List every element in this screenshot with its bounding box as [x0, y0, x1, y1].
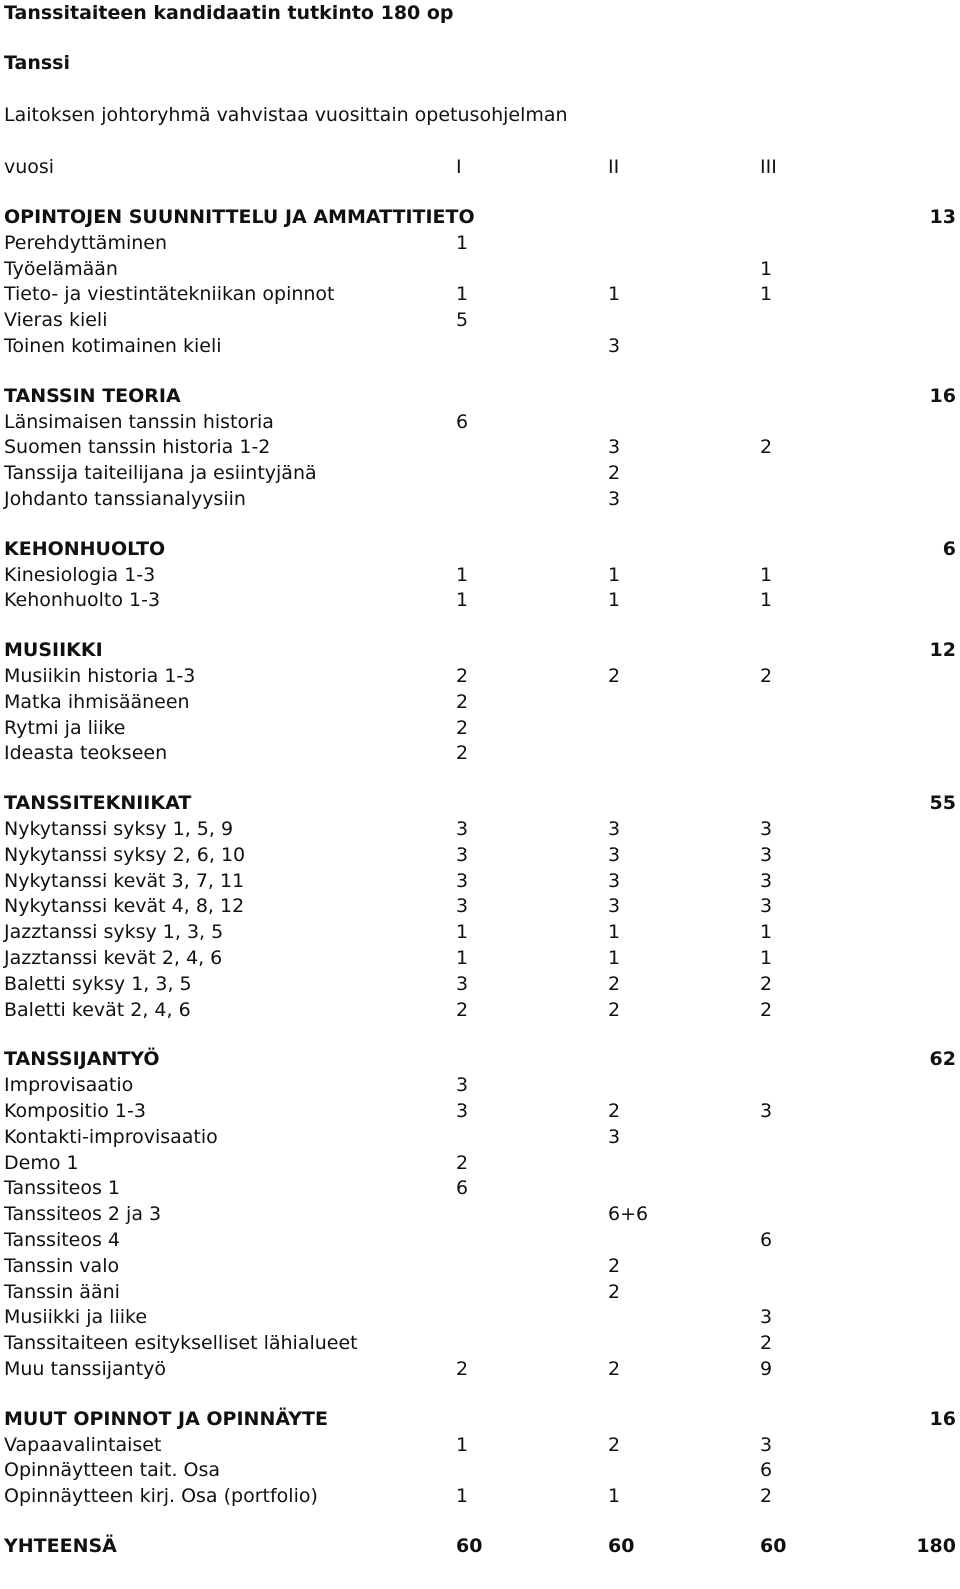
course-name: Tieto- ja viestintätekniikan opinnot: [4, 283, 335, 306]
credits-year-1: 3: [456, 843, 469, 866]
credits-year-2: 2: [608, 1100, 621, 1122]
course-row: [4, 844, 956, 870]
credits-year-1: 1: [456, 921, 469, 944]
credits-year-3: 9: [760, 1358, 773, 1380]
section-title: TANSSITEKNIIKAT: [4, 792, 192, 815]
intro-text: Laitoksen johtoryhmä vahvistaa vuosittain opetusohjelman: [4, 104, 568, 126]
credits-year-2: 2: [608, 1433, 621, 1456]
course-row: [4, 895, 956, 921]
credits-year-1: 1: [456, 1433, 469, 1456]
credits-year-2: 2: [608, 972, 621, 995]
course-name: Kompositio 1-3: [4, 1100, 146, 1122]
credits-year-1: 3: [456, 1100, 469, 1122]
credits-year-1: 1: [456, 563, 469, 586]
credits-year-3: 1: [760, 283, 773, 306]
grand-total-row: [4, 1535, 956, 1561]
grand-total-year-1: 60: [456, 1535, 483, 1557]
course-name: Baletti syksy 1, 3, 5: [4, 972, 192, 995]
course-name: Tanssiteos 4: [4, 1229, 121, 1251]
credits-year-2: 3: [608, 488, 621, 510]
course-row: [4, 1203, 956, 1229]
credits-year-2: 1: [608, 589, 621, 612]
credits-year-2: 6+6: [608, 1203, 649, 1226]
credits-year-1: 2: [456, 690, 469, 713]
course-row: [4, 488, 956, 514]
section-header: [4, 1048, 956, 1074]
course-row: [4, 947, 956, 973]
course-row: [4, 1229, 956, 1255]
grand-total-year-3: 60: [760, 1535, 787, 1557]
credits-year-2: 1: [608, 1485, 621, 1508]
course-row: [4, 999, 956, 1025]
section-total: 12: [929, 639, 956, 662]
credits-year-3: 2: [760, 998, 773, 1021]
course-name: Jazztanssi kevät 2, 4, 6: [4, 947, 223, 969]
course-row: [4, 973, 956, 999]
year-header-2: II: [608, 156, 620, 178]
credits-year-2: 1: [608, 921, 621, 944]
credits-year-2: 2: [608, 998, 621, 1021]
credits-year-2: 3: [608, 869, 621, 892]
section-title: TANSSIN TEORIA: [4, 384, 181, 407]
course-name: Opinnäytteen kirj. Osa (portfolio): [4, 1485, 318, 1508]
section-total: 16: [929, 1407, 956, 1430]
credits-year-1: 6: [456, 1177, 469, 1200]
section-total: 16: [929, 384, 956, 407]
section-total: 55: [929, 792, 956, 815]
credits-year-1: 1: [456, 1485, 469, 1508]
course-name: Tanssiteos 1: [4, 1177, 121, 1200]
credits-year-1: 2: [456, 716, 469, 739]
year-header-1: I: [456, 156, 462, 178]
course-name: Nykytanssi syksy 2, 6, 10: [4, 843, 246, 866]
section-header: [4, 639, 956, 665]
course-name: Vapaavalintaiset: [4, 1433, 162, 1456]
credits-year-1: 1: [456, 589, 469, 612]
course-name: Länsimaisen tanssin historia: [4, 410, 274, 433]
credits-year-1: 2: [456, 1151, 469, 1174]
section-title: TANSSIJANTYÖ: [4, 1048, 160, 1071]
credits-year-3: 3: [760, 869, 773, 892]
credits-year-2: 3: [608, 895, 621, 918]
course-row: [4, 1434, 956, 1460]
course-name: Tanssin ääni: [4, 1280, 120, 1303]
credits-year-1: 3: [456, 818, 469, 840]
year-header-label: vuosi: [4, 156, 55, 178]
course-row: [4, 1100, 956, 1126]
credits-year-2: 3: [608, 436, 621, 459]
credits-year-3: 2: [760, 665, 773, 687]
credits-year-2: 2: [608, 1254, 621, 1277]
credits-year-3: 2: [760, 1332, 773, 1355]
course-name: Nykytanssi kevät 4, 8, 12: [4, 895, 245, 918]
course-row: [4, 818, 956, 844]
course-name: Baletti kevät 2, 4, 6: [4, 998, 191, 1021]
course-row: [4, 1177, 956, 1203]
course-row: [4, 717, 956, 743]
course-name: Musiikin historia 1-3: [4, 665, 196, 687]
course-name: Kinesiologia 1-3: [4, 563, 156, 586]
course-name: Suomen tanssin historia 1-2: [4, 436, 271, 459]
section-header: [4, 792, 956, 818]
course-row: [4, 1255, 956, 1281]
section-title: MUUT OPINNOT JA OPINNÄYTE: [4, 1407, 328, 1430]
credits-year-1: 6: [456, 410, 469, 433]
credits-year-3: 3: [760, 843, 773, 866]
credits-year-1: 2: [456, 742, 469, 765]
course-row: [4, 258, 956, 284]
course-row: [4, 665, 956, 691]
credits-year-3: 3: [760, 1100, 773, 1122]
grand-total-year-2: 60: [608, 1535, 635, 1557]
credits-year-3: 1: [760, 589, 773, 612]
course-row: [4, 742, 956, 768]
course-row: [4, 1074, 956, 1100]
year-header-3: III: [760, 156, 777, 178]
credits-year-1: 5: [456, 309, 469, 332]
credits-year-1: 3: [456, 869, 469, 892]
course-row: [4, 921, 956, 947]
credits-year-3: 1: [760, 563, 773, 586]
grand-total-label: YHTEENSÄ: [4, 1535, 117, 1557]
credits-year-3: 6: [760, 1459, 773, 1482]
section-header: [4, 1408, 956, 1434]
credits-year-3: 1: [760, 257, 773, 280]
credits-year-2: 1: [608, 563, 621, 586]
course-row: [4, 1485, 956, 1511]
credits-year-3: 2: [760, 972, 773, 995]
course-row: [4, 1152, 956, 1178]
course-row: [4, 1332, 956, 1358]
course-row: [4, 232, 956, 258]
course-row: [4, 283, 956, 309]
course-name: Muu tanssijantyö: [4, 1358, 167, 1380]
course-row: [4, 870, 956, 896]
credits-year-3: 3: [760, 818, 773, 840]
course-row: [4, 462, 956, 488]
year-header-row: [4, 156, 956, 182]
credits-year-2: 3: [608, 335, 621, 357]
course-name: Tanssija taiteilijana ja esiintyjänä: [4, 462, 317, 485]
course-row: [4, 1306, 956, 1332]
credits-year-2: 1: [608, 947, 621, 969]
section-total: 13: [929, 206, 956, 228]
section-title: MUSIIKKI: [4, 639, 103, 662]
section-title: OPINTOJEN SUUNNITTELU JA AMMATTITIETO: [4, 206, 475, 228]
section-header: [4, 538, 956, 564]
credits-year-1: 2: [456, 665, 469, 687]
credits-year-3: 3: [760, 1433, 773, 1456]
course-name: Toinen kotimainen kieli: [4, 335, 222, 357]
credits-year-3: 1: [760, 921, 773, 944]
credits-year-3: 3: [760, 895, 773, 918]
credits-year-1: 2: [456, 1358, 469, 1380]
grand-total-value: 180: [916, 1535, 956, 1557]
credits-year-3: 1: [760, 947, 773, 969]
credits-year-1: 1: [456, 283, 469, 306]
credits-year-2: 2: [608, 665, 621, 687]
course-row: [4, 1126, 956, 1152]
credits-year-1: 2: [456, 998, 469, 1021]
course-row: [4, 1281, 956, 1307]
credits-year-3: 3: [760, 1306, 773, 1329]
course-name: Perehdyttäminen: [4, 231, 168, 254]
section-header: [4, 206, 956, 232]
course-name: Tanssiteos 2 ja 3: [4, 1203, 162, 1226]
course-name: Nykytanssi kevät 3, 7, 11: [4, 869, 245, 892]
course-name: Opinnäytteen tait. Osa: [4, 1459, 221, 1482]
course-name: Tanssitaiteen esitykselliset lähialueet: [4, 1332, 358, 1355]
course-row: [4, 1358, 956, 1384]
course-name: Jazztanssi syksy 1, 3, 5: [4, 921, 224, 944]
course-name: Rytmi ja liike: [4, 716, 126, 739]
credits-year-1: 1: [456, 231, 469, 254]
course-row: [4, 589, 956, 615]
course-row: [4, 564, 956, 590]
course-name: Tanssin valo: [4, 1254, 120, 1277]
course-name: Musiikki ja liike: [4, 1306, 148, 1329]
course-row: [4, 411, 956, 437]
course-name: Nykytanssi syksy 1, 5, 9: [4, 818, 234, 840]
credits-year-1: 1: [456, 947, 469, 969]
section-total: 62: [929, 1048, 956, 1071]
credits-year-1: 3: [456, 1074, 469, 1097]
course-name: Kontakti-improvisaatio: [4, 1125, 218, 1148]
course-row: [4, 436, 956, 462]
credits-year-2: 3: [608, 1125, 621, 1148]
document-title: Tanssitaiteen kandidaatin tutkinto 180 op: [4, 2, 454, 24]
credits-year-2: 2: [608, 462, 621, 485]
course-row: [4, 691, 956, 717]
credits-year-2: 3: [608, 843, 621, 866]
course-name: Ideasta teokseen: [4, 742, 168, 765]
credits-year-1: 3: [456, 972, 469, 995]
course-name: Työelämään: [4, 257, 118, 280]
credits-year-3: 2: [760, 1485, 773, 1508]
course-name: Matka ihmisääneen: [4, 690, 190, 713]
credits-year-2: 3: [608, 818, 621, 840]
credits-year-2: 2: [608, 1280, 621, 1303]
course-row: [4, 1459, 956, 1485]
credits-year-2: 2: [608, 1358, 621, 1380]
course-row: [4, 309, 956, 335]
course-name: Johdanto tanssianalyysiin: [4, 488, 246, 510]
course-name: Vieras kieli: [4, 309, 108, 332]
credits-year-3: 6: [760, 1229, 773, 1251]
section-header: [4, 385, 956, 411]
credits-year-3: 2: [760, 436, 773, 459]
course-row: [4, 335, 956, 361]
document-subtitle: Tanssi: [4, 52, 70, 74]
course-name: Demo 1: [4, 1151, 79, 1174]
course-name: Kehonhuolto 1-3: [4, 589, 161, 612]
credits-year-1: 3: [456, 895, 469, 918]
section-title: KEHONHUOLTO: [4, 537, 166, 560]
section-total: 6: [942, 537, 956, 560]
credits-year-2: 1: [608, 283, 621, 306]
course-name: Improvisaatio: [4, 1074, 134, 1097]
